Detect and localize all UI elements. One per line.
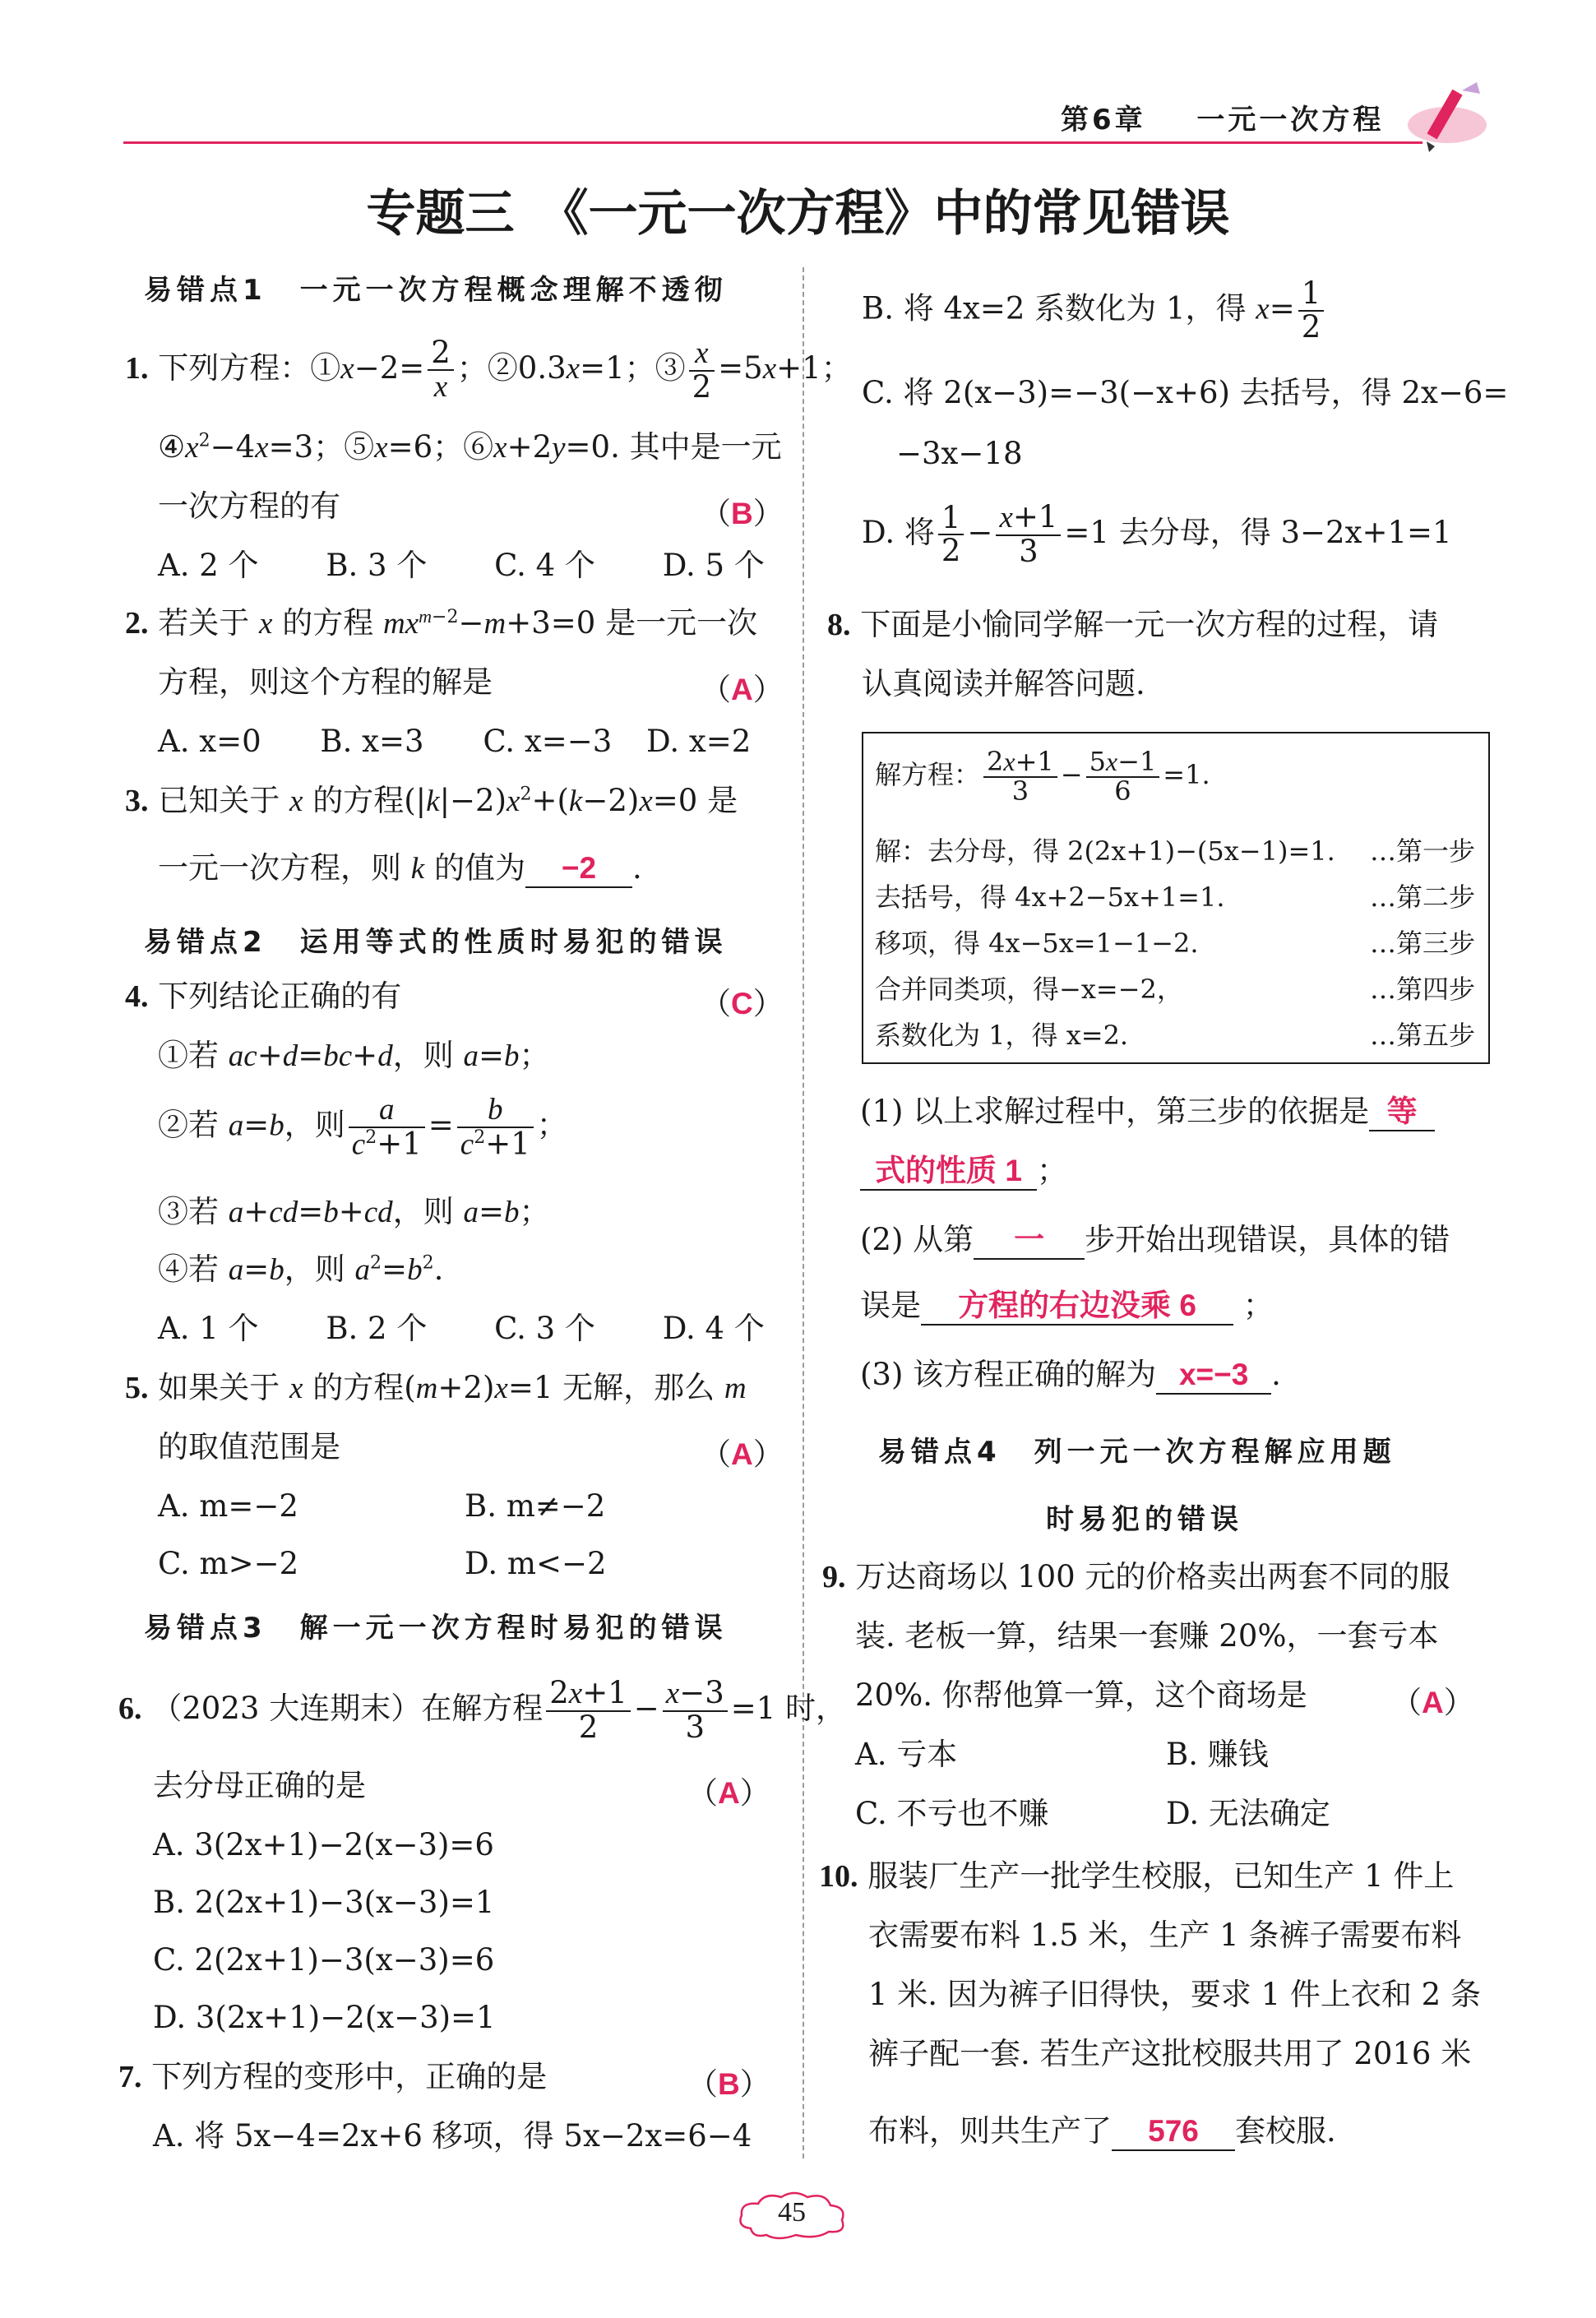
question-5: 5. 如果关于 x 的方程(m+2)x=1 无解，那么 m — [125, 1370, 747, 1405]
question-6: 6. （2023 大连期末）在解方程 $\frac{2x+1}{2}$ − $\frac{x-3}{3}$ =1 时， — [118, 1675, 847, 1745]
answer-8-1b: 式的性质 1 — [875, 1154, 1022, 1187]
question-6-line2: 去分母正确的是 — [153, 1768, 366, 1803]
section-heading-2: 易错点2 运用等式的性质时易犯的错误 — [144, 926, 728, 959]
option-9a: A. 亏本 — [855, 1737, 958, 1772]
header-rule — [123, 141, 1423, 144]
answer-3: −2 — [561, 851, 597, 885]
option-9d: D. 无法确定 — [1166, 1796, 1330, 1831]
question-8-part2: (2) 从第 一 步开始出现错误，具体的错 — [860, 1222, 1450, 1260]
chapter-header — [1061, 97, 1384, 137]
question-8-part1-line2: 式的性质 1 ； — [860, 1153, 1067, 1191]
option-5d: D. m<−2 — [465, 1546, 607, 1581]
box-line-2: 去括号，得 4x+2−5x+1=1. — [875, 881, 1225, 913]
box-step-2: …第二步 — [1369, 881, 1475, 913]
option-7c-line2: −3x−18 — [896, 436, 1023, 471]
question-4-item2: ②若 a=b，则 $\frac{a}{c^2+1}$ = $\frac{b}{c^2+1}$ ； — [158, 1093, 567, 1162]
option-9c: C. 不亏也不赚 — [855, 1796, 1049, 1831]
question-10-line3: 1 米. 因为裤子旧得快，要求 1 件上衣和 2 条 — [868, 1977, 1481, 2012]
section-heading-4-line2: 时易犯的错误 — [1046, 1503, 1243, 1536]
option-7d: D. 将 $\frac{1}{2}$ − $\frac{x+1}{3}$ =1 去分母，得 3−2x+1=1 — [862, 499, 1452, 569]
question-4-item3: ③若 a+cd=b+cd，则 a=b； — [158, 1194, 550, 1229]
question-1-line3: 一次方程的有 — [158, 488, 340, 524]
column-divider — [803, 267, 804, 2158]
box-equation: 解方程： $\frac{2x+1}{3}$ − $\frac{5x-1}{6}$ =1. — [875, 746, 1210, 807]
box-step-3: …第三步 — [1369, 928, 1475, 959]
question-5-line2: 的取值范围是 — [158, 1429, 340, 1464]
answer-8-2a: 一 — [1014, 1223, 1045, 1256]
box-line-4: 合并同类项，得−x=−2， — [875, 974, 1183, 1005]
answer-10: 576 — [1148, 2114, 1199, 2148]
option-5c: C. m>−2 — [158, 1546, 299, 1581]
question-1-line2: $④x^2-4x=3$；⑤x=6；⑥x+2y=0. 其中是一元 — [158, 429, 782, 465]
option-9b: B. 赚钱 — [1166, 1737, 1269, 1772]
chapter-title: 一元一次方程 — [1196, 104, 1385, 136]
box-step-5: …第五步 — [1369, 1020, 1475, 1051]
section-heading-1: 易错点1 一元一次方程概念理解不透彻 — [144, 274, 728, 307]
page-title: 专题三 《一元一次方程》中的常见错误 — [366, 185, 1230, 243]
answer-4: （C） — [701, 986, 784, 1021]
section-heading-4: 易错点4 列一元一次方程解应用题 — [878, 1436, 1396, 1469]
option-6c: C. 2(2x+1)−3(x−3)=6 — [153, 1942, 495, 1978]
question-2: 2. 若关于 x 的方程 $mx^{m-2}-m+3=0$ 是一元一次 — [125, 605, 758, 641]
answer-9: （A） — [1391, 1685, 1474, 1720]
option-6b: B. 2(2x+1)−3(x−3)=1 — [153, 1885, 495, 1920]
question-9-line2: 装. 老板一算，结果一套赚 20%，一套亏本 — [855, 1618, 1439, 1654]
question-4-item4: ④若 a=b，则 $a^2=b^2$. — [158, 1252, 444, 1287]
chapter-number: 第6章 — [1061, 104, 1146, 136]
section-heading-3: 易错点3 解一元一次方程时易犯的错误 — [144, 1612, 728, 1645]
question-7: 7. 下列方程的变形中，正确的是 — [118, 2059, 548, 2094]
answer-5: （A） — [701, 1437, 784, 1472]
option-7b: B. 将 4x=2 系数化为 1，得 x= $\frac{1}{2}$ — [862, 278, 1327, 344]
answer-7: （B） — [687, 2066, 770, 2102]
answer-1: （B） — [701, 496, 784, 531]
box-line-1: 解：去分母，得 2(2x+1)−(5x−1)=1. — [875, 835, 1335, 867]
box-step-4: …第四步 — [1369, 974, 1475, 1005]
question-2-line2: 方程，则这个方程的解是 — [158, 664, 493, 700]
option-6a: A. 3(2x+1)−2(x−3)=6 — [153, 1827, 494, 1862]
pencil-decoration-icon — [1398, 74, 1505, 156]
box-step-1: …第一步 — [1369, 835, 1475, 867]
question-9-line3: 20%. 你帮他算一算，这个商场是 — [855, 1677, 1307, 1713]
question-10-line2: 衣需要布料 1.5 米，生产 1 条裤子需要布料 — [868, 1918, 1462, 1953]
question-8-part3: (3) 该方程正确的解为 x=−3 . — [860, 1357, 1281, 1395]
option-7c: C. 将 2(x−3)=−3(−x+6) 去括号，得 2x−6= — [862, 375, 1509, 410]
options-4: A. 1 个 B. 2 个 C. 3 个 D. 4 个 — [158, 1311, 765, 1346]
option-5a: A. m=−2 — [158, 1488, 298, 1524]
answer-8-1a: 等 — [1386, 1094, 1418, 1128]
answer-8-3: x=−3 — [1178, 1358, 1249, 1391]
question-10-line5: 布料，则共生产了 576 套校服. — [868, 2113, 1336, 2151]
question-8: 8. 下面是小愉同学解一元一次方程的过程，请 — [827, 607, 1439, 642]
question-3: 3. 已知关于 x 的方程$(|k|-2)x^2+(k-2)x=0$ 是 — [125, 783, 738, 818]
option-6d: D. 3(2x+1)−2(x−3)=1 — [153, 2000, 496, 2035]
box-line-5: 系数化为 1，得 x=2. — [875, 1020, 1129, 1051]
question-10: 10. 服装厂生产一批学生校服，已知生产 1 件上 — [819, 1858, 1455, 1894]
question-1: 1. 下列方程：①x−2= $\frac{2}{x}$ ；②0.3x=1；③ $\frac{x}{2}$ =5x+1； — [125, 335, 852, 405]
answer-8-2b: 方程的右边没乘 6 — [958, 1289, 1196, 1322]
page-number: 45 — [778, 2197, 806, 2228]
options-2: A. x=0 B. x=3 C. x=−3 D. x=2 — [158, 724, 752, 759]
question-4: 4. 下列结论正确的有 — [125, 979, 402, 1014]
question-8-line2: 认真阅读并解答问题. — [862, 666, 1145, 701]
question-number: 1. — [125, 350, 149, 386]
options-1: A. 2 个 B. 3 个 C. 4 个 D. 5 个 — [158, 548, 765, 583]
box-line-3: 移项，得 4x−5x=1−1−2. — [875, 928, 1199, 959]
option-5b: B. m≠−2 — [465, 1488, 606, 1524]
question-10-line4: 裤子配一套. 若生产这批校服共用了 2016 米 — [868, 2036, 1472, 2071]
answer-6: （A） — [687, 1775, 770, 1811]
question-8-part2-line2: 误是 方程的右边没乘 6 ； — [860, 1288, 1274, 1326]
question-8-part1: (1) 以上求解过程中，第三步的依据是 等 — [860, 1094, 1435, 1131]
question-4-item1: ①若 ac+d=bc+d，则 a=b； — [158, 1038, 550, 1073]
question-3-line2: 一元一次方程，则 k 的值为 −2 . — [158, 850, 642, 888]
answer-2: （A） — [701, 672, 784, 707]
question-9: 9. 万达商场以 100 元的价格卖出两套不同的服 — [822, 1559, 1450, 1594]
solution-box — [862, 732, 1490, 1064]
option-7a: A. 将 5x−4=2x+6 移项，得 5x−2x=6−4 — [153, 2118, 752, 2154]
